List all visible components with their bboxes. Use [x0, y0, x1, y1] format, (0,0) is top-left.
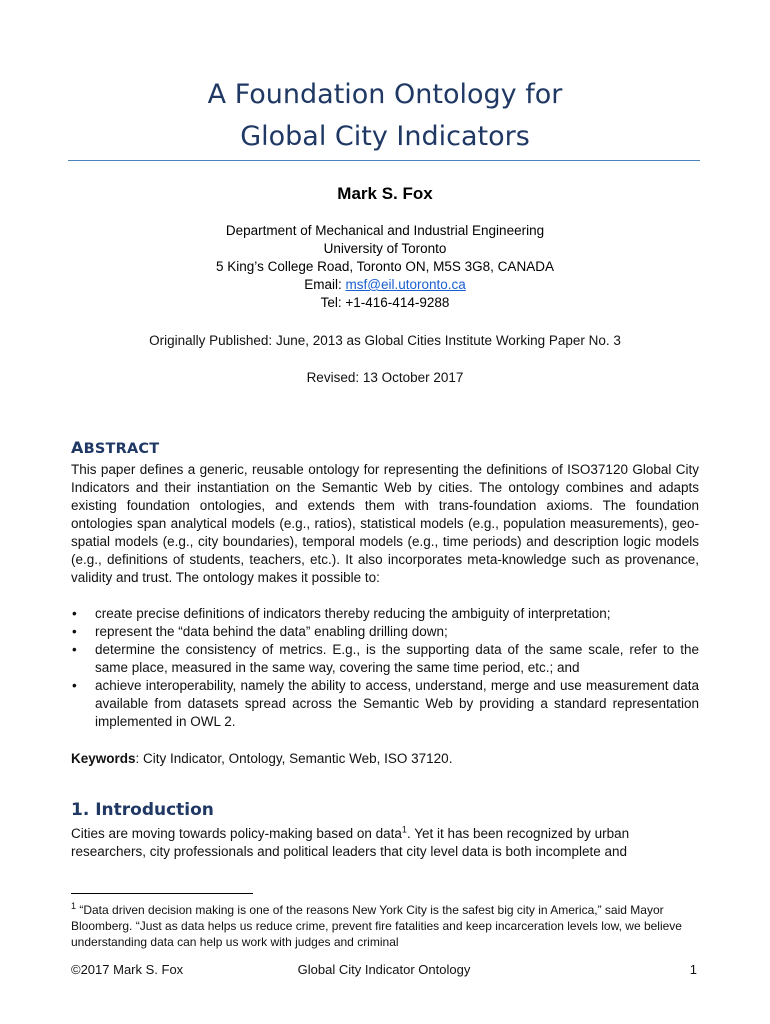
affiliation-tel: Tel: +1-416-414-9288: [320, 295, 450, 310]
footnote-ref[interactable]: 1: [401, 824, 407, 835]
bullet-marker: •: [72, 678, 77, 693]
affiliation-university: University of Toronto: [323, 241, 447, 256]
bullet-text: represent the “data behind the data” enabling drilling down;: [95, 624, 448, 639]
bullet-text: create precise definitions of indicators thereby reducing the ambiguity of interpretation;: [95, 606, 611, 621]
list-item: [71, 623, 699, 641]
revised-date: Revised: 13 October 2017: [306, 370, 464, 385]
keywords: [71, 750, 699, 768]
author-name: Mark S. Fox: [337, 184, 433, 203]
list-item: [71, 605, 699, 623]
email-link[interactable]: msf@eil.utoronto.ca: [345, 277, 466, 292]
page-footer: [71, 961, 697, 979]
list-item: [71, 677, 699, 731]
title-divider: [68, 160, 700, 161]
abstract-heading-initial: A: [71, 438, 84, 457]
bullet-marker: •: [72, 606, 77, 621]
introduction-text-start: Cities are moving towards policy-making based on data: [71, 826, 402, 841]
footer-title: Global City Indicator Ontology: [297, 962, 471, 977]
footnote-text: “Data driven decision making is one of the reasons New York City is the safest big city in America,” said Mayor Bloomberg. “Just as data helps us reduce crime, prevent fire fatalities and keep incarceration levels low, we believe understanding data can help us work with judges and criminal: [71, 903, 682, 949]
bullet-marker: •: [72, 624, 77, 639]
published-note: Originally Published: June, 2013 as Global Cities Institute Working Paper No. 3: [149, 333, 621, 348]
introduction-text: [71, 825, 699, 861]
abstract-heading-rest: BSTRACT: [83, 441, 160, 457]
bullet-marker: •: [72, 642, 77, 657]
abstract-text: This paper defines a generic, reusable ontology for representing the definitions of ISO37120 Global City Indicators and their instantiation on the Semantic Web by cities. The ontology combines and adapts existing foundation ontologies, and extends them with trans-foundation axioms. The foundation ontologies span analytical models (e.g., ratios), statistical models (e.g., population measurements), geo-spatial models (e.g., city boundaries), temporal models (e.g., time periods) and description logic models (e.g., definitions of students, teachers, etc.). It also incorporates meta-knowledge such as provenance, validity and trust. The ontology makes it possible to:: [71, 462, 699, 585]
page-number: 1: [689, 962, 697, 977]
affiliation-department: Department of Mechanical and Industrial Engineering: [225, 223, 545, 238]
keywords-label: Keywords: [71, 751, 136, 766]
paper-title-line-2: Global City Indicators: [240, 121, 530, 152]
email-label: Email:: [304, 277, 346, 292]
abstract-bullet-list: [71, 605, 699, 731]
bullet-text: determine the consistency of metrics. E.g., is the supporting data of the same scale, refer to the same place, measured in the same way, covering the same time period, etc.; and: [95, 642, 699, 675]
footnote-number: 1: [71, 901, 77, 911]
footnote: [71, 902, 699, 950]
affiliation-address: 5 King’s College Road, Toronto ON, M5S 3G8, CANADA: [216, 259, 554, 274]
abstract-heading: [71, 438, 159, 457]
author-affiliation: [0, 222, 770, 312]
introduction-text-end: . Yet it has been recognized by urban researchers, city professionals and political leaders that city level data is both incomplete and: [71, 826, 630, 859]
bullet-text: achieve interoperability, namely the ability to access, understand, merge and use measurement data available from datasets spread across the Semantic Web by providing a standard representation implemented in OWL 2.: [95, 678, 699, 729]
paper-title-line-1: A Foundation Ontology for: [207, 79, 563, 110]
footer-copyright: ©2017 Mark S. Fox: [71, 962, 184, 977]
footnote-divider: [71, 893, 253, 894]
list-item: [71, 641, 699, 677]
affiliation-email-line: [0, 276, 770, 294]
paper-title: [0, 74, 770, 158]
introduction-heading: 1. Introduction: [71, 800, 214, 820]
keywords-text: : City Indicator, Ontology, Semantic Web, ISO 37120.: [135, 751, 453, 766]
